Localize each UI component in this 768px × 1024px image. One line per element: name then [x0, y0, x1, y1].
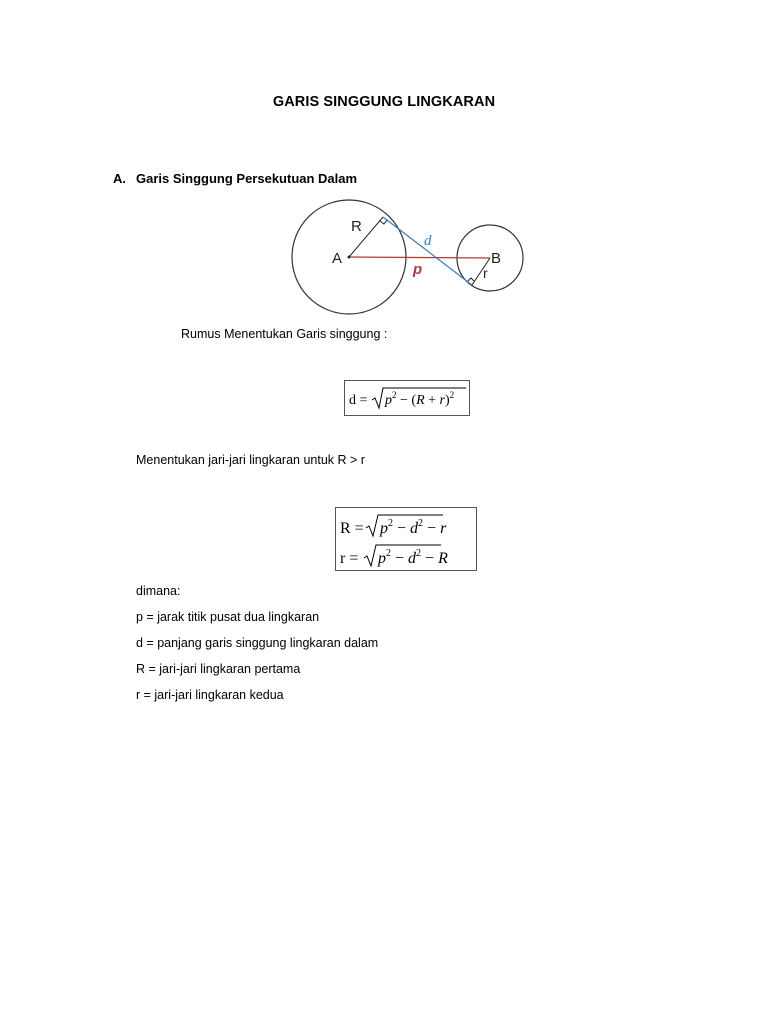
label-d: d	[424, 233, 432, 249]
label-r: r	[483, 265, 488, 281]
tangent-diagram	[285, 196, 530, 320]
label-A: A	[332, 250, 343, 267]
label-B: B	[491, 250, 502, 267]
svg-text:d =	[349, 393, 368, 408]
formula-tangent-length	[344, 380, 470, 416]
svg-text:R =: R =	[340, 520, 364, 537]
page-title: GARIS SINGGUNG LINGKARAN	[272, 94, 496, 110]
definition-item: r = jari-jari lingkaran kedua	[136, 688, 284, 702]
definition-item: p = jarak titik pusat dua lingkaran	[136, 610, 320, 624]
rumus-label: Rumus Menentukan Garis singgung :	[181, 327, 388, 341]
definition-item: R = jari-jari lingkaran pertama	[136, 662, 301, 676]
right-angle-marker-r	[468, 278, 474, 281]
section-title: Garis Singgung Persekutuan Dalam	[136, 171, 358, 186]
formula-radius	[335, 507, 477, 571]
tangent-line-d	[383, 217, 472, 285]
definitions-heading: dimana:	[136, 584, 181, 598]
svg-text:p2 − (R + r)2: $p^2 - (R + r)^2$	[385, 390, 455, 408]
formula1-lhs: d =	[349, 393, 368, 408]
svg-text:p2 − d2 − r: $p^2 - d^2 - r$	[380, 518, 447, 537]
definitions-block	[136, 583, 378, 713]
center-A-point	[348, 256, 351, 259]
label-p: p	[413, 261, 423, 278]
svg-text:p2 − d2 − R: $p^2 - d^2 - R$	[378, 548, 448, 567]
label-R: R	[351, 218, 362, 235]
center-line-p	[349, 257, 490, 258]
svg-text:r =: r =	[340, 550, 359, 567]
right-angle-marker-R	[380, 220, 387, 224]
menentukan-label: Menentukan jari-jari lingkaran untuk R > r	[136, 453, 365, 467]
section-letter: A.	[113, 171, 126, 186]
definition-item: d = panjang garis singgung lingkaran dalam	[136, 636, 379, 650]
